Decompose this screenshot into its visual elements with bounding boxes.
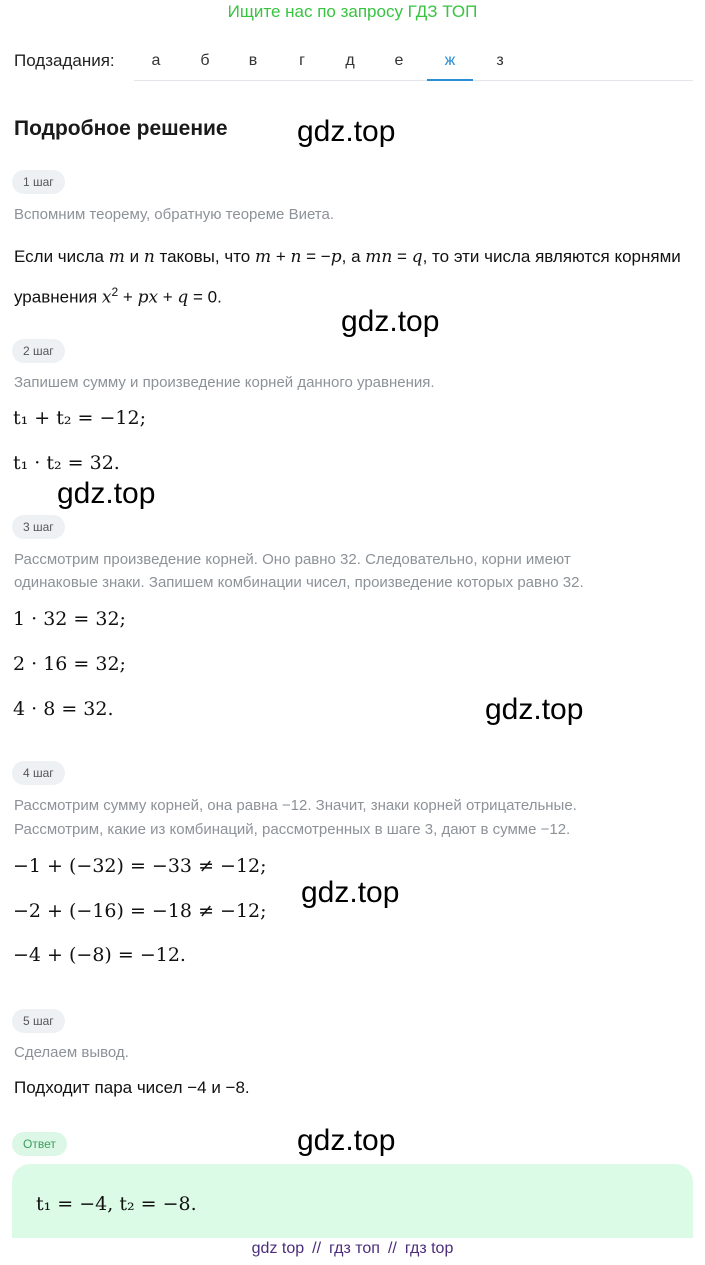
step-hint-line: Рассмотрим произведение корней. Оно равно 32. Следовательно, корни имеют bbox=[14, 551, 571, 568]
answer-box bbox=[12, 1164, 693, 1238]
step-hint: Запишем сумму и произведение корней данного уравнения. bbox=[14, 374, 435, 391]
step-hint: Вспомним теорему, обратную теореме Виета. bbox=[14, 206, 335, 223]
watermark: gdz.top bbox=[301, 876, 400, 909]
tab-e[interactable]: е bbox=[394, 52, 404, 69]
step-badge: 5 шаг bbox=[12, 1009, 65, 1033]
step-text: Если числа m и n таковы, что m + n = −p, а mn = q, то эти числа являются корнями уравнения $x^2$ + px + q = 0. bbox=[14, 247, 681, 308]
watermark: gdz.top bbox=[485, 693, 584, 726]
footer-link[interactable]: gdz top bbox=[251, 1240, 305, 1257]
math-line: t₁ · t₂ = 32. bbox=[13, 452, 120, 474]
active-tab-indicator bbox=[427, 79, 473, 81]
promo-banner[interactable]: Ищите нас по запросу ГДЗ ТОП bbox=[227, 2, 478, 21]
step-badge: 4 шаг bbox=[12, 761, 65, 785]
footer-links bbox=[0, 1240, 705, 1258]
watermark: gdz.top bbox=[297, 115, 396, 148]
math-line: −1 + (−32) = −33 ≠ −12; bbox=[13, 855, 267, 877]
tab-z[interactable]: з bbox=[496, 52, 504, 69]
math-line: −2 + (−16) = −18 ≠ −12; bbox=[13, 900, 267, 922]
subtasks-tabs bbox=[134, 44, 693, 81]
answer-value: t₁ = −4, t₂ = −8. bbox=[36, 1193, 197, 1215]
watermark: gdz.top bbox=[341, 305, 440, 338]
subtasks-label: Подзадания: bbox=[14, 51, 115, 70]
watermark: gdz.top bbox=[57, 477, 156, 510]
tab-b[interactable]: б bbox=[200, 52, 210, 69]
watermark: gdz.top bbox=[297, 1124, 396, 1157]
footer-link[interactable]: гдз top bbox=[404, 1240, 454, 1257]
step-hint-line: Рассмотрим, какие из комбинаций, рассмотренных в шаге 3, дают в сумме −12. bbox=[14, 821, 571, 838]
math-line: 4 · 8 = 32. bbox=[13, 698, 114, 720]
tab-a[interactable]: а bbox=[151, 52, 161, 69]
math-line: t₁ + t₂ = −12; bbox=[13, 407, 146, 429]
footer-link[interactable]: гдз топ bbox=[329, 1240, 380, 1257]
tab-v[interactable]: в bbox=[248, 52, 258, 69]
step-hint-line: Рассмотрим сумму корней, она равна −12. Значит, знаки корней отрицательные. bbox=[14, 797, 577, 814]
footer-separator: // bbox=[312, 1240, 322, 1257]
step-badge: 1 шаг bbox=[12, 170, 65, 194]
tab-zh[interactable]: ж bbox=[444, 52, 456, 69]
step-badge: 3 шаг bbox=[12, 515, 65, 539]
step-hint-line: одинаковые знаки. Запишем комбинации чисел, произведение которых равно 32. bbox=[14, 574, 584, 591]
math-line: 2 · 16 = 32; bbox=[13, 653, 126, 675]
math-line: 1 · 32 = 32; bbox=[13, 608, 126, 630]
tab-d[interactable]: д bbox=[345, 52, 355, 69]
tab-g[interactable]: г bbox=[299, 52, 305, 69]
step-badge: 2 шаг bbox=[12, 339, 65, 363]
footer-separator: // bbox=[387, 1240, 397, 1257]
section-title: Подробное решение bbox=[14, 117, 228, 140]
step-text: Подходит пара чисел −4 и −8. bbox=[14, 1078, 250, 1097]
step-hint: Сделаем вывод. bbox=[14, 1044, 129, 1061]
answer-badge: Ответ bbox=[12, 1132, 67, 1156]
math-line: −4 + (−8) = −12. bbox=[13, 944, 186, 966]
